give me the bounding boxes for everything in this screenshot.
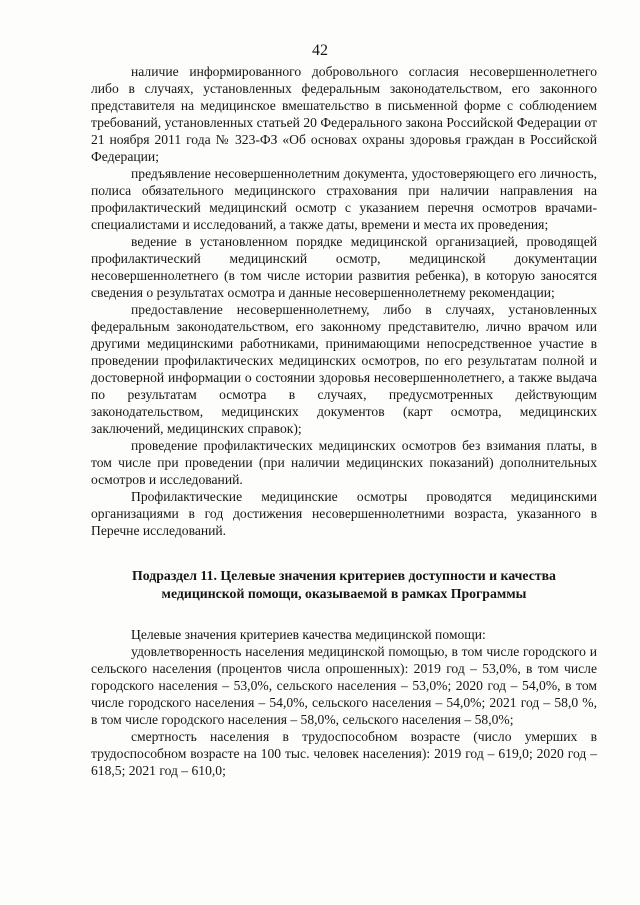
page-number: 42 xyxy=(312,42,328,59)
document-body xyxy=(91,63,597,779)
paragraph-information-provision: предоставление несовершеннолетнему, либо в случаях, установленных федеральным законодательством, его законному представителю, лично врачом или другими медицинскими работниками, принимающими непосредственное участие в проведении профилактических медицинских осмотров, по его результатам полной и достоверной информации о состоянии здоровья несовершеннолетнего, а также выдача по результатам осмотра в случаях, предусмотренных действующим законодательством, медицинских документов (карт осмотра, медицинских заключений, медицинских справок); xyxy=(91,302,597,436)
paragraph-satisfaction: удовлетворенность населения медицинской помощью, в том числе городского и сельского населения (процентов числа опрошенных): 2019 год – 53,0%, в том числе городского населения – 53,0%, сельского населения – 53,0%; 2020 год – 54,0%, в том числе городского населения – 54,0%, сельского населения – 54,0%; 2021 год – 58,0 %, в том числе городского населения – 58,0%, сельского населения – 58,0%; xyxy=(91,644,597,727)
paragraph-mortality: смертность населения в трудоспособном возрасте (число умерших в трудоспособном возрасте на 100 тыс. человек населения): 2019 год – 619,0; 2020 год – 618,5; 2021 год – 610,0; xyxy=(91,729,597,778)
paragraph-exam-timing: Профилактические медицинские осмотры проводятся медицинскими организациями в год достижения несовершеннолетними возраста, указанного в Перечне исследований. xyxy=(91,489,597,538)
section-heading: Подраздел 11. Целевые значения критериев доступности и качества медицинской помощи, оказываемой в рамках Программы xyxy=(132,568,556,601)
paragraph-criteria-intro: Целевые значения критериев качества медицинской помощи: xyxy=(131,627,486,642)
paragraph-consent: наличие информированного добровольного согласия несовершеннолетнего либо в случаях, установленных федеральным законодательством, его законного представителя на медицинское вмешательство в письменной форме с соблюдением требований, установленных статьей 20 Федерального закона Российской Федерации от 21 ноября 2011 года № 323-ФЗ «Об основах охраны здоровья граждан в Российской Федерации; xyxy=(91,64,597,164)
paragraph-free-of-charge: проведение профилактических медицинских осмотров без взимания платы, в том числе при проведении (при наличии медицинских показаний) дополнительных осмотров и исследований. xyxy=(91,438,597,487)
paragraph-medical-records: ведение в установленном порядке медицинской организацией, проводящей профилактический медицинский осмотр, медицинской документации несовершеннолетнего (в том числе истории развития ребенка), в которую заносятся сведения о результатах осмотра и данные несовершеннолетнему рекомендации; xyxy=(91,234,597,300)
paragraph-identity-document: предъявление несовершеннолетним документа, удостоверяющего его личность, полиса обязательного медицинского страхования при наличии направления на профилактический медицинский осмотр с указанием перечня осмотров врачами-специалистами и исследований, а также даты, времени и места их проведения; xyxy=(91,166,597,232)
